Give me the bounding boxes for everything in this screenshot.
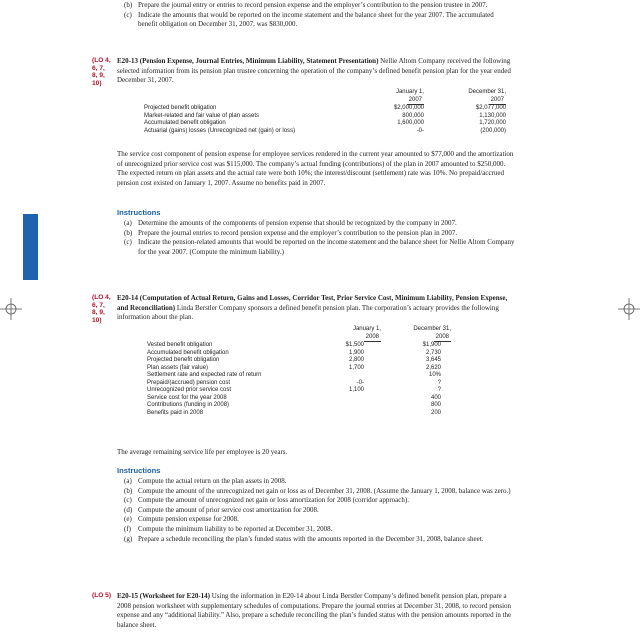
table-header: January 1, 2007 December 31, 2007 xyxy=(144,89,506,105)
e14-after: The average remaining service life per employee is 20 years. xyxy=(117,448,288,456)
left-crop-mark xyxy=(0,298,24,322)
list-item: (c) Indicate the pension-related amounts that would be reported on the income statement and the balance sheet for Nellie Altom Company for the year 2007. (Compute the minimum liability.) xyxy=(124,238,515,256)
e13-paragraph: The service cost component of pension expense for employee services rendered in the current year amounted to $77,000 and the amortization of unrecognized prior service cost was $115,000. The company’s actual funding (contributions) of the plan in 2007 amounted to $250,000. The expected return on plan assets and the actual rate were both 10%; the interest/discount (settlement) rate was 10%. No prepaid/accrued pension cost existed on January 1, 2007. Assume no benefits paid in 2007. xyxy=(117,150,514,187)
e15-text: E20-15 (Worksheet for E20-14) Using the information in E20-14 about Linda Berstler Company’s defined benefit pension plan, prepare a 2008 pension worksheet with supplementary schedules of computations. Prepare the journal entries at December 31, 2008, to record pension expense and any “additional liability.” Also, prepare a schedule reconciling the plan’s funded status with the pension amounts reported in the balance sheet. xyxy=(117,592,512,629)
list-item: (e) Compute pension expense for 2008. xyxy=(124,515,239,524)
e14-intro: E20-14 (Computation of Actual Return, Gains and Losses, Corridor Test, Prior Service Cost, Minimum Liability, Pension Expense, and Reconciliation) Linda Berstler Company sponsors a defined benefit pension plan. The corporation’s actuary provides the following information about the plan. xyxy=(117,294,508,322)
top-items xyxy=(124,1,514,30)
table-row: Benefits paid in 2008 200 xyxy=(147,409,441,416)
right-crop-mark xyxy=(616,298,640,322)
list-item: (f) Compute the minimum liability to be reported at December 31, 2008. xyxy=(124,524,333,533)
e13-lo: (LO 4, 6, 7, 8, 9, 10) xyxy=(92,57,111,87)
list-item: (d) Compute the amount of prior service cost amortization for 2008. xyxy=(124,505,319,514)
e13-instructions-heading: Instructions xyxy=(117,208,161,217)
e14-table xyxy=(147,326,451,417)
table-row: Market-related and fair value of plan assets 800,000 1,130,000 xyxy=(144,112,506,119)
list-item: (b) Prepare the journal entry or entries to record pension expense and the employer’s contribution to the pension trustee in 2007. xyxy=(124,1,488,9)
e14-instructions xyxy=(124,477,517,544)
margin-bar xyxy=(23,214,38,280)
table-row: Accumulated benefit obligation 1,900 2,730 xyxy=(147,349,441,356)
list-item: (c) Compute the amount of unrecognized net gain or loss amortization for 2008 (corridor approach). xyxy=(124,496,409,505)
e15-lo: (LO 5) xyxy=(92,592,112,599)
table-row: Projected benefit obligation 2,800 3,645 xyxy=(147,357,441,363)
table-row: Unrecognized prior service cost 1,100 ? xyxy=(147,387,441,393)
table-row: Vested benefit obligation $1,500 $1,900 xyxy=(147,342,441,348)
table-row: Settlement rate and expected rate of return 10% xyxy=(147,372,441,378)
table-row: Prepaid/(accrued) pension cost -0- ? xyxy=(147,379,441,386)
table-row: Contributions (funding in 2008) 800 xyxy=(147,402,441,408)
list-item: (b) Compute the amount of the unrecognized net gain or loss as of December 31, 2008. (Assume the January 1, 2008, balance was zero.) xyxy=(124,486,511,495)
e14-lo: (LO 4, 6, 7, 8, 9, 10) xyxy=(92,294,111,324)
table-row: Service cost for the year 2008 400 xyxy=(147,394,441,401)
table-header: January 1, 2008 December 31, 2008 xyxy=(147,326,451,342)
e13-table xyxy=(144,89,506,135)
e13-intro: E20-13 (Pension Expense, Journal Entries, Minimum Liability, Statement Presentation) Nellie Altom Company received the following selected information from its pension plan trustee concerning the operation of the company’s defined benefit pension plan for the year ended December 31, 2007. xyxy=(117,57,511,85)
table-row: Accumulated benefit obligation 1,600,000 1,720,000 xyxy=(144,120,506,126)
list-item: (b) Prepare the journal entries to record pension expense and the employer’s contribution to the pension plan in 2007. xyxy=(124,228,458,237)
e14-instructions-heading: Instructions xyxy=(117,466,161,475)
list-item: (a) Determine the amounts of the components of pension expense that should be recognized by the company in 2007. xyxy=(124,219,457,227)
list-item: (a) Compute the actual return on the plan assets in 2008. xyxy=(124,477,287,485)
table-row: Plan assets (fair value) 1,700 2,620 xyxy=(147,364,441,371)
table-row: Projected benefit obligation $2,000,000 $2,077,000 xyxy=(144,105,506,111)
e13-instructions xyxy=(124,219,517,257)
list-item: (c) Indicate the amounts that would be reported on the income statement and the balance sheet for the year 2007. The accumulated benefit obligation on December 31, 2007, was $830,000. xyxy=(124,10,494,29)
table-row: Actuarial (gains) losses (Unrecognized net (gain) or loss) -0- (200,000) xyxy=(144,127,506,134)
list-item: (g) Prepare a schedule reconciling the plan’s funded status with the amounts reported in the December 31, 2008, balance sheet. xyxy=(124,534,484,543)
